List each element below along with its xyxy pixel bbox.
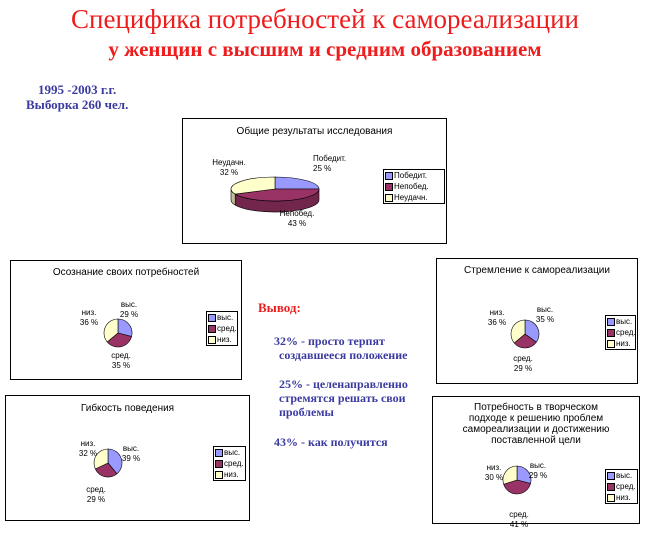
pie-data-label: 30 %: [484, 473, 504, 482]
pie-data-label: сред.: [111, 351, 131, 360]
pie-data-label: 36 %: [79, 318, 99, 327]
chart-title: Гибкость поведения: [80, 403, 175, 414]
legend-item: [606, 338, 635, 349]
conclusion-item-1: [274, 334, 407, 362]
legend-label: низ.: [616, 339, 631, 348]
legend-swatch: [385, 183, 393, 191]
legend-swatch: [215, 460, 223, 468]
legend-swatch: [208, 336, 216, 344]
chart-title: Осознание своих потребностей: [52, 267, 200, 278]
legend-label: Победит.: [394, 171, 428, 180]
pie-slice: [275, 177, 319, 189]
legend-item: [384, 181, 444, 192]
legend: [605, 469, 638, 504]
pie-data-label: выс.: [122, 444, 140, 453]
chart-awareness: [10, 260, 242, 380]
pie-data-label: сред.: [509, 510, 529, 519]
pie-data-label: 36 %: [487, 318, 507, 327]
chart-title: Общие результаты исследования: [236, 126, 393, 137]
legend-swatch: [215, 449, 223, 457]
chart-creativity: [432, 396, 640, 529]
legend-swatch: [208, 325, 216, 333]
sample-label: Выборка 260 чел.: [26, 97, 129, 112]
pie-data-label: выс.: [120, 300, 138, 309]
chart-striving: [436, 258, 638, 384]
legend: [213, 446, 246, 481]
conclusion-item-3: 43% - как получится: [274, 435, 388, 449]
legend-label: сред.: [224, 459, 244, 468]
legend-label: выс.: [616, 317, 633, 326]
legend-item: [606, 316, 635, 327]
legend-item: [214, 447, 245, 458]
legend-swatch: [385, 172, 393, 180]
legend-item: [384, 170, 444, 181]
chart-flexibility: [5, 395, 250, 521]
legend-swatch: [215, 471, 223, 479]
legend-label: Неудачн.: [394, 193, 428, 202]
pie-data-label: 29 %: [528, 471, 548, 480]
chart-title-line: поставленной цели: [491, 435, 581, 446]
conclusion-line: 25% - целенаправленно: [279, 377, 408, 391]
legend: [383, 169, 445, 204]
legend-item: [606, 481, 637, 492]
legend-swatch: [208, 314, 216, 322]
pie-data-label: низ.: [81, 308, 97, 317]
legend-swatch: [607, 318, 615, 326]
conclusion-item-2: [279, 377, 408, 419]
pie-data-label: 29 %: [119, 310, 139, 319]
legend-label: сред.: [217, 324, 237, 333]
years-label: 1995 -2003 г.г.: [38, 82, 117, 97]
legend: [206, 311, 238, 346]
legend-item: [214, 469, 245, 480]
legend-label: низ.: [616, 493, 631, 502]
legend-item: [207, 323, 237, 334]
conclusion-line: стремятся решать свои: [279, 391, 406, 405]
chart-overall: [182, 118, 447, 244]
page-title: Специфика потребностей к самореализации: [71, 4, 579, 34]
pie-data-label: Неудачн.: [212, 158, 246, 167]
legend-item: [606, 327, 635, 338]
legend-item: [207, 334, 237, 345]
legend-item: [606, 492, 637, 503]
legend-label: Непобед.: [394, 182, 429, 191]
legend-item: [384, 192, 444, 203]
legend-swatch: [607, 329, 615, 337]
legend-swatch: [607, 472, 615, 480]
pie-data-label: 32 %: [219, 168, 239, 177]
legend-item: [214, 458, 245, 469]
pie-data-label: низ.: [486, 463, 502, 472]
chart-title-line: самореализации и достижению: [462, 424, 610, 435]
conclusion-line: создавшееся положение: [279, 348, 408, 362]
pie-data-label: 29 %: [86, 495, 106, 504]
legend: [605, 315, 636, 350]
pie-data-label: выс.: [536, 305, 554, 314]
legend-label: сред.: [616, 328, 636, 337]
legend-item: [207, 312, 237, 323]
pie-data-label: 35 %: [535, 315, 555, 324]
conclusion-line: 32% - просто терпят: [274, 334, 385, 348]
legend-label: выс.: [224, 448, 241, 457]
pie-data-label: низ.: [489, 308, 505, 317]
pie-data-label: 39 %: [121, 454, 141, 463]
legend-swatch: [607, 483, 615, 491]
page-subtitle: у женщин с высшим и средним образованием: [108, 37, 542, 61]
legend-label: низ.: [217, 335, 232, 344]
pie-data-label: сред.: [513, 354, 533, 363]
legend-label: сред.: [616, 482, 636, 491]
pie-data-label: низ.: [80, 439, 96, 448]
pie-data-label: сред.: [86, 485, 106, 494]
legend-label: выс.: [616, 471, 633, 480]
chart-title: Стремление к самореализации: [464, 265, 610, 276]
legend-swatch: [607, 340, 615, 348]
pie-data-label: Победит.: [313, 154, 347, 163]
pie-data-label: 43 %: [287, 219, 307, 228]
pie-data-label: Непобед.: [279, 209, 315, 218]
pie-data-label: 35 %: [111, 361, 131, 370]
chart-title-line: подходе к решению проблем: [468, 413, 604, 424]
legend-label: низ.: [224, 470, 239, 479]
pie-svg: [433, 397, 639, 529]
pie-data-label: 32 %: [78, 449, 98, 458]
legend-swatch: [385, 194, 393, 202]
pie-data-label: 41 %: [509, 520, 529, 529]
legend-swatch: [607, 494, 615, 502]
legend-item: [606, 470, 637, 481]
conclusion-title: Вывод:: [258, 300, 301, 315]
pie-data-label: выс.: [529, 461, 547, 470]
pie-data-label: 25 %: [313, 164, 332, 173]
conclusion-line: проблемы: [279, 405, 334, 419]
chart-title-line: Потребность в творческом: [474, 402, 598, 413]
pie-data-label: 29 %: [513, 364, 533, 373]
legend-label: выс.: [217, 313, 234, 322]
